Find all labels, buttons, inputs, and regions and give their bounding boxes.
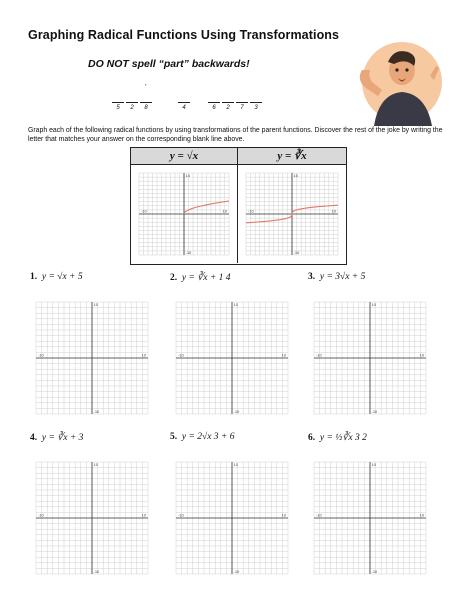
- axis-tick-label: 10: [371, 302, 376, 307]
- problem-1-label: [30, 272, 83, 282]
- instructions-text: Graph each of the following radical functions by using transformations of the parent functions. Discover the rest of the joke by writing the letter that matches your answer on the corresponding blank line above.: [28, 127, 443, 143]
- axis-tick-label: -10: [233, 569, 240, 574]
- axis-tick-label: 10: [93, 462, 98, 467]
- parent-graph-cbrt: [238, 165, 346, 263]
- axis-tick-label: -10: [141, 208, 147, 214]
- coordinate-grid[interactable]: [168, 454, 296, 582]
- axis-tick-label: -10: [371, 409, 378, 414]
- axis-tick-label: -10: [38, 352, 44, 358]
- axis-tick-label: -10: [93, 569, 100, 574]
- axis-tick-label: 10: [93, 302, 98, 307]
- problem-1-grid[interactable]: [28, 294, 156, 422]
- axis-tick-label: -10: [316, 512, 322, 518]
- problem-3-label: [308, 272, 365, 282]
- problem-3-grid[interactable]: [306, 294, 434, 422]
- blank-slot: 6: [208, 102, 220, 119]
- axis-tick-label: 10: [233, 302, 238, 307]
- axis-tick-label: -10: [248, 208, 254, 214]
- problem-number: 3.: [308, 272, 316, 282]
- person-gesturing-icon: [344, 36, 444, 126]
- problem-equation: y = ∛x + 3: [41, 433, 84, 443]
- axis-tick-label: 10: [281, 352, 286, 358]
- problem-5-label: [170, 432, 234, 442]
- axis-tick-label: -10: [93, 409, 100, 414]
- coordinate-grid[interactable]: [306, 454, 434, 582]
- problem-number: 4.: [30, 433, 38, 443]
- parent-functions-table: [130, 147, 347, 265]
- parent-graph-sqrt: [131, 165, 237, 263]
- axis-tick-label: 10: [222, 208, 227, 214]
- coordinate-grid[interactable]: [306, 294, 434, 422]
- axis-tick-label: 10: [371, 462, 376, 467]
- answer-blank-row: [112, 82, 292, 118]
- joke-subtitle: DO NOT spell “part” backwards!: [88, 58, 250, 70]
- axis-tick-label: 10: [293, 173, 298, 178]
- problem-number: 1.: [30, 272, 38, 282]
- axis-tick-label: 10: [419, 512, 424, 518]
- coordinate-grid[interactable]: [168, 294, 296, 422]
- blank-slot: 2: [126, 102, 138, 119]
- axis-tick-label: 10: [331, 208, 336, 214]
- axis-tick-label: 10: [141, 352, 146, 358]
- coordinate-grid[interactable]: [28, 294, 156, 422]
- problem-number: 5.: [170, 432, 178, 442]
- parent-graph-sqrt-cell: [131, 165, 238, 263]
- axis-tick-label: 10: [141, 512, 146, 518]
- problem-equation: y = ½∛x 3 2: [319, 433, 367, 443]
- blank-slot: 2: [222, 102, 234, 119]
- axis-tick-label: -10: [233, 409, 240, 414]
- axis-tick-label: -10: [316, 352, 322, 358]
- axis-tick-label: -10: [178, 512, 184, 518]
- axis-tick-label: -10: [38, 512, 44, 518]
- parent-header-cbrt: y = ∛x: [238, 148, 346, 165]
- apostrophe-mark: ’: [145, 84, 147, 91]
- axis-tick-label: 10: [281, 512, 286, 518]
- axis-tick-label: -10: [293, 250, 300, 255]
- problem-6-label: [308, 432, 367, 443]
- blank-group-3: [208, 82, 268, 118]
- blank-group-2: [178, 82, 192, 118]
- axis-tick-label: -10: [178, 352, 184, 358]
- blank-group-1: [112, 82, 152, 118]
- blank-slot: 3: [250, 102, 262, 119]
- parent-graph-cbrt-cell: [238, 165, 346, 263]
- problem-4-grid[interactable]: [28, 454, 156, 582]
- page-title: Graphing Radical Functions Using Transformations: [28, 28, 340, 42]
- coordinate-grid[interactable]: [28, 454, 156, 582]
- problem-equation: y = 2√x 3 + 6: [181, 432, 235, 442]
- blank-slot: 8: [140, 102, 152, 119]
- problem-4-label: [30, 432, 83, 443]
- problem-6-grid[interactable]: [306, 454, 434, 582]
- axis-tick-label: 10: [419, 352, 424, 358]
- blank-slot: 4: [178, 102, 190, 119]
- problem-5-grid[interactable]: [168, 454, 296, 582]
- problem-number: 2.: [170, 273, 178, 283]
- parent-header-sqrt: y = √x: [131, 148, 238, 165]
- axis-tick-label: 10: [185, 173, 190, 178]
- problem-equation: y = 3√x + 5: [319, 272, 366, 282]
- problem-equation: y = √x + 5: [41, 272, 83, 282]
- axis-tick-label: -10: [185, 250, 192, 255]
- axis-tick-label: 10: [233, 462, 238, 467]
- problem-2-grid[interactable]: [168, 294, 296, 422]
- problem-equation: y = ∛x + 1 4: [181, 273, 231, 283]
- blank-slot: 5: [112, 102, 124, 119]
- problem-number: 6.: [308, 433, 316, 443]
- problem-2-label: [170, 272, 231, 283]
- blank-slot: 7: [236, 102, 248, 119]
- axis-tick-label: -10: [371, 569, 378, 574]
